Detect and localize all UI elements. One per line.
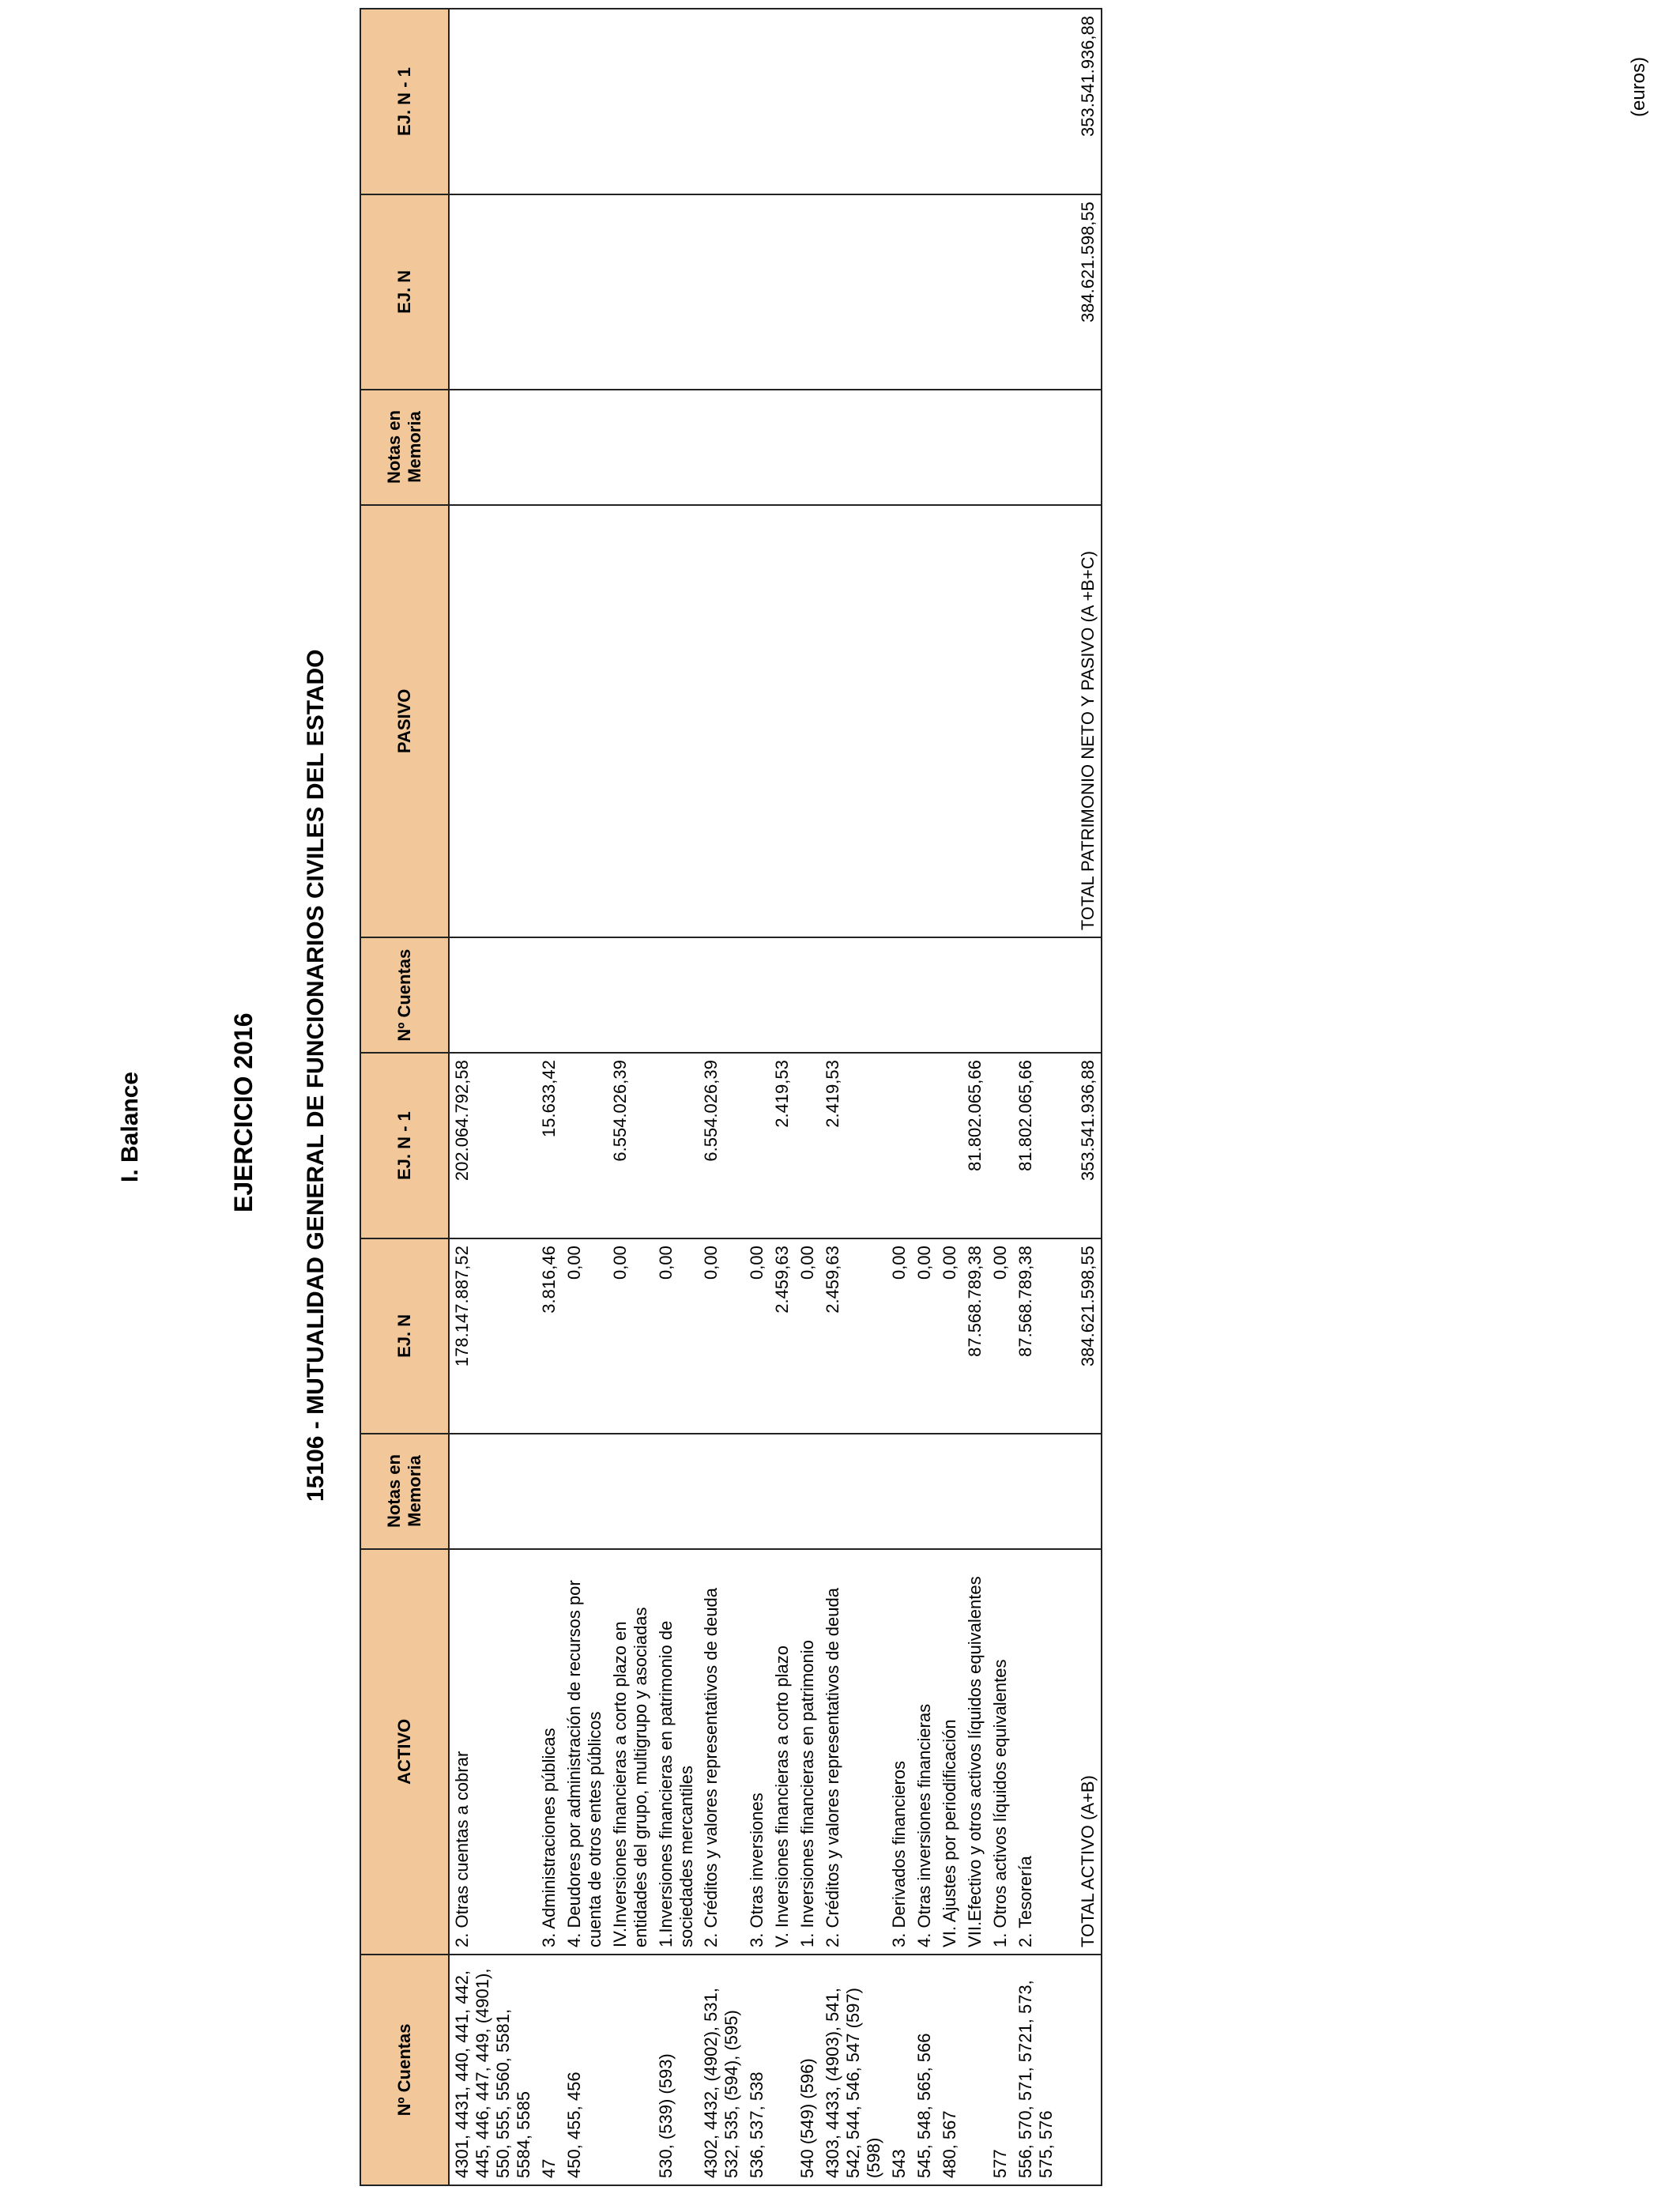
activo-label-cell: 1. Inversiones financieras en patrimonio [795,1549,820,1955]
pasivo-ejn-cell [937,194,962,389]
pasivo-ejn1-cell [820,9,887,194]
total-notes-cell [1059,1434,1102,1549]
pasivo-ejn1-cell [887,9,912,194]
pasivo-accounts-cell [744,937,770,1053]
header-accounts: Nº Cuentas [360,1955,449,2185]
pasivo-label-cell [537,505,562,938]
total-pasivo-accounts-cell [1059,937,1102,1053]
total-row [1059,9,1102,2185]
pasivo-ejn-cell [699,194,744,389]
pasivo-label-cell [962,505,988,938]
pasivo-ejn-cell [820,194,887,389]
pasivo-ejn1-cell [654,9,699,194]
total-pasivo-ejn1: 353.541.936,88 [1059,9,1102,194]
pasivo-accounts-cell [1013,937,1059,1053]
pasivo-label-cell [608,505,654,938]
activo-label-cell: 4. Deudores por administración de recursos por cuenta de otros entes públicos [562,1549,608,1955]
pasivo-ejn1-cell [937,9,962,194]
notes-cell [820,1434,887,1549]
pasivo-notes-cell [744,390,770,505]
table-row [449,9,537,2185]
account-cell: 556, 570, 571, 5721, 573, 575, 576 [1013,1955,1059,2185]
pasivo-accounts-cell [654,937,699,1053]
pasivo-notes-cell [699,390,744,505]
table-row [562,9,608,2185]
account-cell: 450, 455, 456 [562,1955,608,2185]
pasivo-accounts-cell [449,937,537,1053]
table-row [962,9,988,2185]
pasivo-ejn1-cell [562,9,608,194]
pasivo-label-cell [912,505,937,938]
ejn-cell: 2.459,63 [820,1238,887,1433]
pasivo-accounts-cell [795,937,820,1053]
ejn1-cell [562,1053,608,1238]
table-row [912,9,937,2185]
activo-label-cell: 2. Tesorería [1013,1549,1059,1955]
activo-label-cell: 3. Derivados financieros [887,1549,912,1955]
units-label: (euros) [1628,56,1649,117]
header-pasivo-notes: Notas en Memoria [360,390,449,505]
ejn1-cell [654,1053,699,1238]
ejn-cell: 178.147.887,52 [449,1238,537,1433]
pasivo-label-cell [887,505,912,938]
ejn-cell: 0,00 [654,1238,699,1433]
pasivo-accounts-cell [887,937,912,1053]
table-row [654,9,699,2185]
activo-label-cell: 1.Inversiones financieras en patrimonio de sociedades mercantiles [654,1549,699,1955]
ejn1-cell: 15.633,42 [537,1053,562,1238]
pasivo-notes-cell [912,390,937,505]
ejn1-cell: 81.802.065,66 [962,1053,988,1238]
pasivo-accounts-cell [770,937,795,1053]
pasivo-label-cell [449,505,537,938]
account-cell [608,1955,654,2185]
pasivo-notes-cell [937,390,962,505]
account-cell: 545, 548, 565, 566 [912,1955,937,2185]
ejn1-cell [887,1053,912,1238]
total-pasivo-label: TOTAL PATRIMONIO NETO Y PASIVO (A +B+C) [1059,505,1102,938]
ejn-cell: 0,00 [912,1238,937,1433]
activo-label-cell: 4. Otras inversiones financieras [912,1549,937,1955]
header-ejn: EJ. N [360,1238,449,1433]
ejn-cell: 0,00 [988,1238,1013,1433]
account-cell: 530, (539) (593) [654,1955,699,2185]
notes-cell [795,1434,820,1549]
notes-cell [912,1434,937,1549]
exercise-title: EJERCICIO 2016 [229,1012,258,1212]
notes-cell [699,1434,744,1549]
notes-cell [562,1434,608,1549]
pasivo-ejn-cell [449,194,537,389]
account-cell: 540 (549) (596) [795,1955,820,2185]
pasivo-ejn1-cell [537,9,562,194]
pasivo-ejn1-cell [770,9,795,194]
ejn-cell: 3.816,46 [537,1238,562,1433]
ejn1-cell [937,1053,962,1238]
account-cell: 4303, 4433, (4903), 541, 542, 544, 546, 547 (597) (598) [820,1955,887,2185]
table-row [1013,9,1059,2185]
pasivo-ejn1-cell [699,9,744,194]
account-cell: 4302, 4432, (4902), 531, 532, 535, (594), (595) [699,1955,744,2185]
pasivo-notes-cell [608,390,654,505]
notes-cell [744,1434,770,1549]
pasivo-accounts-cell [820,937,887,1053]
ejn1-cell: 202.064.792,58 [449,1053,537,1238]
pasivo-accounts-cell [962,937,988,1053]
pasivo-ejn-cell [744,194,770,389]
activo-label-cell: 2. Otras cuentas a cobrar [449,1549,537,1955]
pasivo-notes-cell [887,390,912,505]
pasivo-notes-cell [988,390,1013,505]
notes-cell [887,1434,912,1549]
ejn-cell: 87.568.789,38 [1013,1238,1059,1433]
pasivo-notes-cell [770,390,795,505]
total-activo-label: TOTAL ACTIVO (A+B) [1059,1549,1102,1955]
pasivo-ejn-cell [988,194,1013,389]
pasivo-notes-cell [654,390,699,505]
header-notes: Notas en Memoria [360,1434,449,1549]
ejn1-cell [744,1053,770,1238]
ejn1-cell [912,1053,937,1238]
ejn-cell: 0,00 [795,1238,820,1433]
header-ejn1: EJ. N - 1 [360,1053,449,1238]
pasivo-label-cell [562,505,608,938]
pasivo-ejn1-cell [449,9,537,194]
table-row [988,9,1013,2185]
table-row [820,9,887,2185]
activo-label-cell: 2. Créditos y valores representativos de deuda [820,1549,887,1955]
pasivo-ejn1-cell [962,9,988,194]
pasivo-ejn-cell [608,194,654,389]
pasivo-ejn1-cell [744,9,770,194]
ejn1-cell: 6.554.026,39 [699,1053,744,1238]
activo-label-cell: VII.Efectivo y otros activos líquidos equivalentes [962,1549,988,1955]
activo-label-cell: VI. Ajustes por periodificación [937,1549,962,1955]
account-cell: 543 [887,1955,912,2185]
header-pasivo-ejn1: EJ. N - 1 [360,9,449,194]
pasivo-ejn1-cell [912,9,937,194]
pasivo-ejn-cell [1013,194,1059,389]
total-accounts-cell [1059,1955,1102,2185]
pasivo-label-cell [937,505,962,938]
ejn-cell: 0,00 [699,1238,744,1433]
pasivo-accounts-cell [937,937,962,1053]
notes-cell [654,1434,699,1549]
table-row [608,9,654,2185]
account-cell: 577 [988,1955,1013,2185]
ejn1-cell: 81.802.065,66 [1013,1053,1059,1238]
pasivo-label-cell [795,505,820,938]
pasivo-ejn-cell [537,194,562,389]
pasivo-notes-cell [562,390,608,505]
pasivo-accounts-cell [608,937,654,1053]
table-row [795,9,820,2185]
ejn1-cell: 2.419,53 [770,1053,795,1238]
entity-title: 15106 - MUTUALIDAD GENERAL DE FUNCIONARIOS CIVILES DEL ESTADO [303,649,329,1502]
notes-cell [988,1434,1013,1549]
notes-cell [937,1434,962,1549]
pasivo-label-cell [654,505,699,938]
header-pasivo-ejn: EJ. N [360,194,449,389]
ejn-cell: 0,00 [744,1238,770,1433]
ejn-cell: 0,00 [562,1238,608,1433]
pasivo-notes-cell [962,390,988,505]
ejn1-cell: 6.554.026,39 [608,1053,654,1238]
activo-label-cell: 1. Otros activos líquidos equivalentes [988,1549,1013,1955]
pasivo-notes-cell [449,390,537,505]
account-cell: 480, 567 [937,1955,962,2185]
activo-label-cell: 3. Administraciones públicas [537,1549,562,1955]
pasivo-label-cell [1013,505,1059,938]
pasivo-label-cell [699,505,744,938]
ejn-cell: 87.568.789,38 [962,1238,988,1433]
table-row [887,9,912,2185]
pasivo-ejn1-cell [1013,9,1059,194]
total-activo-ejn: 384.621.598,55 [1059,1238,1102,1433]
pasivo-notes-cell [820,390,887,505]
activo-label-cell: 3. Otras inversiones [744,1549,770,1955]
account-cell: 47 [537,1955,562,2185]
activo-label-cell: V. Inversiones financieras a corto plazo [770,1549,795,1955]
account-cell [770,1955,795,2185]
pasivo-ejn-cell [887,194,912,389]
pasivo-accounts-cell [537,937,562,1053]
pasivo-accounts-cell [988,937,1013,1053]
header-row [360,9,449,2185]
notes-cell [962,1434,988,1549]
activo-label-cell: IV.Inversiones financieras a corto plazo en entidades del grupo, multigrupo y asociadas [608,1549,654,1955]
pasivo-label-cell [744,505,770,938]
section-title: I. Balance [117,1071,143,1182]
pasivo-notes-cell [1013,390,1059,505]
pasivo-ejn1-cell [988,9,1013,194]
ejn-cell: 0,00 [608,1238,654,1433]
pasivo-ejn-cell [654,194,699,389]
total-activo-ejn1: 353.541.936,88 [1059,1053,1102,1238]
pasivo-accounts-cell [562,937,608,1053]
ejn1-cell [988,1053,1013,1238]
pasivo-ejn1-cell [795,9,820,194]
ejn1-cell: 2.419,53 [820,1053,887,1238]
table-row [937,9,962,2185]
activo-label-cell: 2. Créditos y valores representativos de deuda [699,1549,744,1955]
ejn-cell: 0,00 [887,1238,912,1433]
pasivo-notes-cell [537,390,562,505]
table-body [449,9,1102,2185]
notes-cell [1013,1434,1059,1549]
table-row [770,9,795,2185]
table-row [537,9,562,2185]
notes-cell [770,1434,795,1549]
account-cell [962,1955,988,2185]
pasivo-label-cell [988,505,1013,938]
ejn-cell: 2.459,63 [770,1238,795,1433]
header-pasivo-accounts: Nº Cuentas [360,937,449,1053]
total-pasivo-ejn: 384.621.598,55 [1059,194,1102,389]
table-row [744,9,770,2185]
pasivo-accounts-cell [699,937,744,1053]
ejn1-cell [795,1053,820,1238]
balance-table [360,8,1102,2186]
pasivo-ejn-cell [962,194,988,389]
header-pasivo: PASIVO [360,505,449,938]
pasivo-ejn-cell [770,194,795,389]
header-activo: ACTIVO [360,1549,449,1955]
pasivo-accounts-cell [912,937,937,1053]
total-pasivo-notes-cell [1059,390,1102,505]
pasivo-ejn-cell [795,194,820,389]
account-cell: 4301, 4431, 440, 441, 442, 445, 446, 447, 449, (4901), 550, 555, 5560, 5581, 5584, 5585 [449,1955,537,2185]
pasivo-ejn-cell [912,194,937,389]
pasivo-ejn1-cell [608,9,654,194]
account-cell: 536, 537, 538 [744,1955,770,2185]
pasivo-notes-cell [795,390,820,505]
ejn-cell: 0,00 [937,1238,962,1433]
notes-cell [537,1434,562,1549]
notes-cell [449,1434,537,1549]
notes-cell [608,1434,654,1549]
table-row [699,9,744,2185]
pasivo-label-cell [770,505,795,938]
pasivo-label-cell [820,505,887,938]
pasivo-ejn-cell [562,194,608,389]
